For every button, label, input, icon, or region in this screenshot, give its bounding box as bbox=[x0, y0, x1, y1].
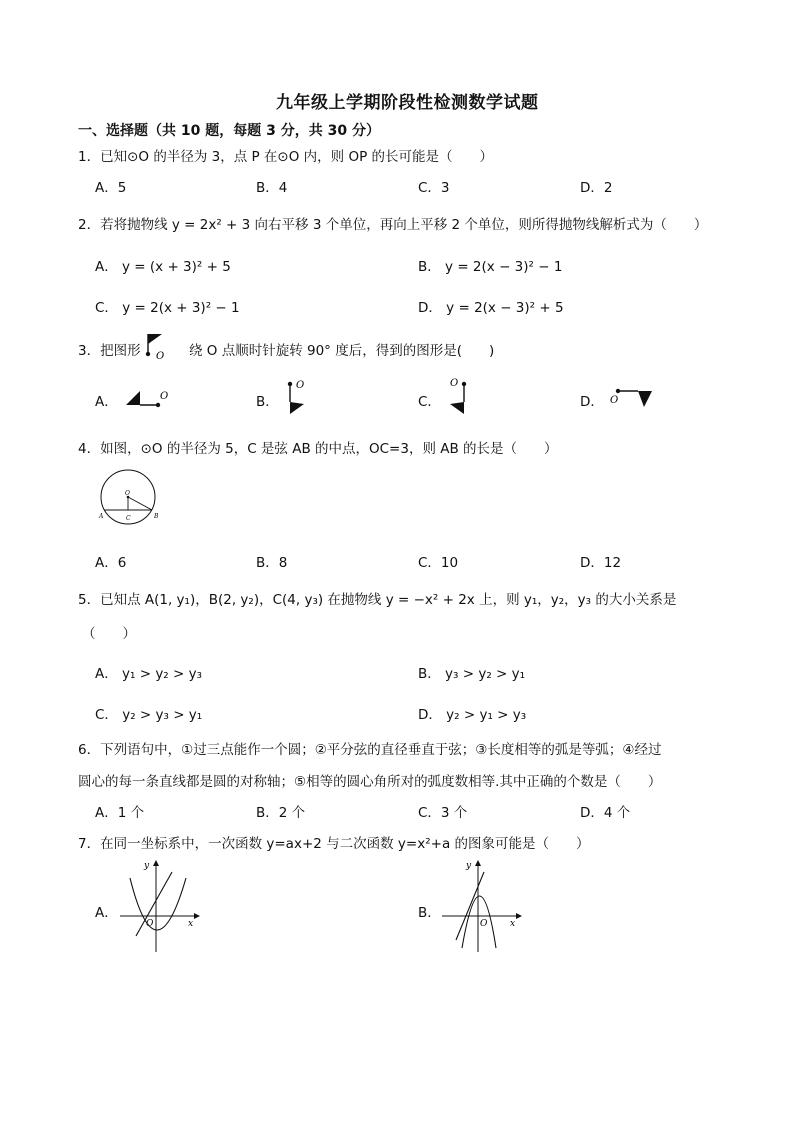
q6-option-b: B．2 个 bbox=[256, 805, 306, 821]
section-header: 一、选择题（共 10 题，每题 3 分，共 30 分） bbox=[78, 123, 380, 139]
q5-option-a: A． y₁ > y₂ > y₃ bbox=[95, 666, 203, 682]
q3-figure-o-label: O bbox=[156, 351, 165, 362]
q3-option-b-figure bbox=[282, 378, 322, 418]
q7a-o-label: O bbox=[146, 919, 154, 929]
q7-option-b: B． bbox=[418, 905, 441, 921]
q3-option-d-figure bbox=[606, 385, 656, 411]
q7-option-a-graph bbox=[116, 856, 206, 954]
q3-d-o-label: O bbox=[610, 395, 619, 406]
q5-option-c: C． y₂ > y₃ > y₁ bbox=[95, 707, 203, 723]
q6-option-d: D．4 个 bbox=[580, 805, 631, 821]
q7b-o-label: O bbox=[480, 919, 488, 929]
q2-option-d: D． y = 2(x − 3)² + 5 bbox=[418, 300, 564, 316]
question-1-stem: 1．已知⊙O 的半径为 3，点 P 在⊙O 内，则 OP 的长可能是（ ） bbox=[78, 149, 493, 165]
q1-option-b: B．4 bbox=[256, 180, 288, 196]
q7-option-a: A． bbox=[95, 905, 118, 921]
q7-option-b-graph bbox=[438, 856, 528, 954]
q4-circle-figure bbox=[98, 470, 168, 526]
question-3-stem-a: 3．把图形 bbox=[78, 343, 141, 359]
q7b-x-label: x bbox=[510, 919, 516, 929]
q4-label-a: A bbox=[99, 513, 104, 520]
q4-option-b: B．8 bbox=[256, 555, 288, 571]
q3-a-o-label: O bbox=[160, 391, 169, 402]
q7a-x-label: x bbox=[188, 919, 194, 929]
q3-option-a-figure bbox=[122, 385, 172, 411]
q6-option-c: C．3 个 bbox=[418, 805, 468, 821]
q4-label-o: O bbox=[125, 490, 130, 497]
q3-option-c-figure bbox=[444, 376, 484, 416]
q6-option-a: A．1 个 bbox=[95, 805, 145, 821]
q4-label-c: C bbox=[126, 515, 131, 522]
q5-option-b: B． y₃ > y₂ > y₁ bbox=[418, 666, 526, 682]
question-5-stem: 5．已知点 A(1, y₁)，B(2, y₂)，C(4, y₃) 在抛物线 y = −x² + 2x 上，则 y₁，y₂，y₃ 的大小关系是 bbox=[78, 592, 677, 608]
q3-option-a: A． bbox=[95, 394, 118, 410]
question-6-line-1: 6．下列语句中，①过三点能作一个圆；②平分弦的直径垂直于弦；③长度相等的弧是等弧；④经过 bbox=[78, 742, 662, 758]
q7a-y-label: y bbox=[144, 861, 150, 871]
page-title: 九年级上学期阶段性检测数学试题 bbox=[276, 93, 539, 113]
q5-option-d: D． y₂ > y₁ > y₃ bbox=[418, 707, 527, 723]
q7b-y-label: y bbox=[466, 861, 472, 871]
q3-option-c: C． bbox=[418, 394, 441, 410]
q3-b-o-label: O bbox=[296, 380, 305, 391]
question-4-stem: 4．如图，⊙O 的半径为 5，C 是弦 AB 的中点，OC=3，则 AB 的长是（ ） bbox=[78, 441, 558, 457]
q2-option-b: B． y = 2(x − 3)² − 1 bbox=[418, 259, 563, 275]
q2-option-a: A． y = (x + 3)² + 5 bbox=[95, 259, 231, 275]
question-6-line-2: 圆心的每一条直线都是圆的对称轴；⑤相等的圆心角所对的弧度数相等.其中正确的个数是（ ） bbox=[78, 774, 662, 790]
question-7-stem: 7．在同一坐标系中，一次函数 y=ax+2 与二次函数 y=x²+a 的图象可能是（ ） bbox=[78, 836, 590, 852]
question-3-stem-b: 绕 O 点顺时针旋转 90° 度后，得到的图形是( ) bbox=[189, 343, 495, 359]
q1-option-a: A．5 bbox=[95, 180, 127, 196]
q3-option-d: D． bbox=[580, 394, 604, 410]
question-5-stem-paren: （ ） bbox=[82, 626, 136, 642]
q3-flag-figure bbox=[144, 332, 174, 360]
question-2-stem: 2．若将抛物线 y = 2x² + 3 向右平移 3 个单位，再向上平移 2 个单位，则所得抛物线解析式为（ ） bbox=[78, 217, 708, 233]
q2-option-c: C． y = 2(x + 3)² − 1 bbox=[95, 300, 240, 316]
q3-c-o-label: O bbox=[450, 378, 459, 389]
q1-option-c: C．3 bbox=[418, 180, 450, 196]
q3-option-b: B． bbox=[256, 394, 279, 410]
q4-option-d: D．12 bbox=[580, 555, 622, 571]
q1-option-d: D．2 bbox=[580, 180, 613, 196]
q4-option-a: A．6 bbox=[95, 555, 127, 571]
q4-option-c: C．10 bbox=[418, 555, 459, 571]
q4-label-b: B bbox=[154, 513, 159, 520]
